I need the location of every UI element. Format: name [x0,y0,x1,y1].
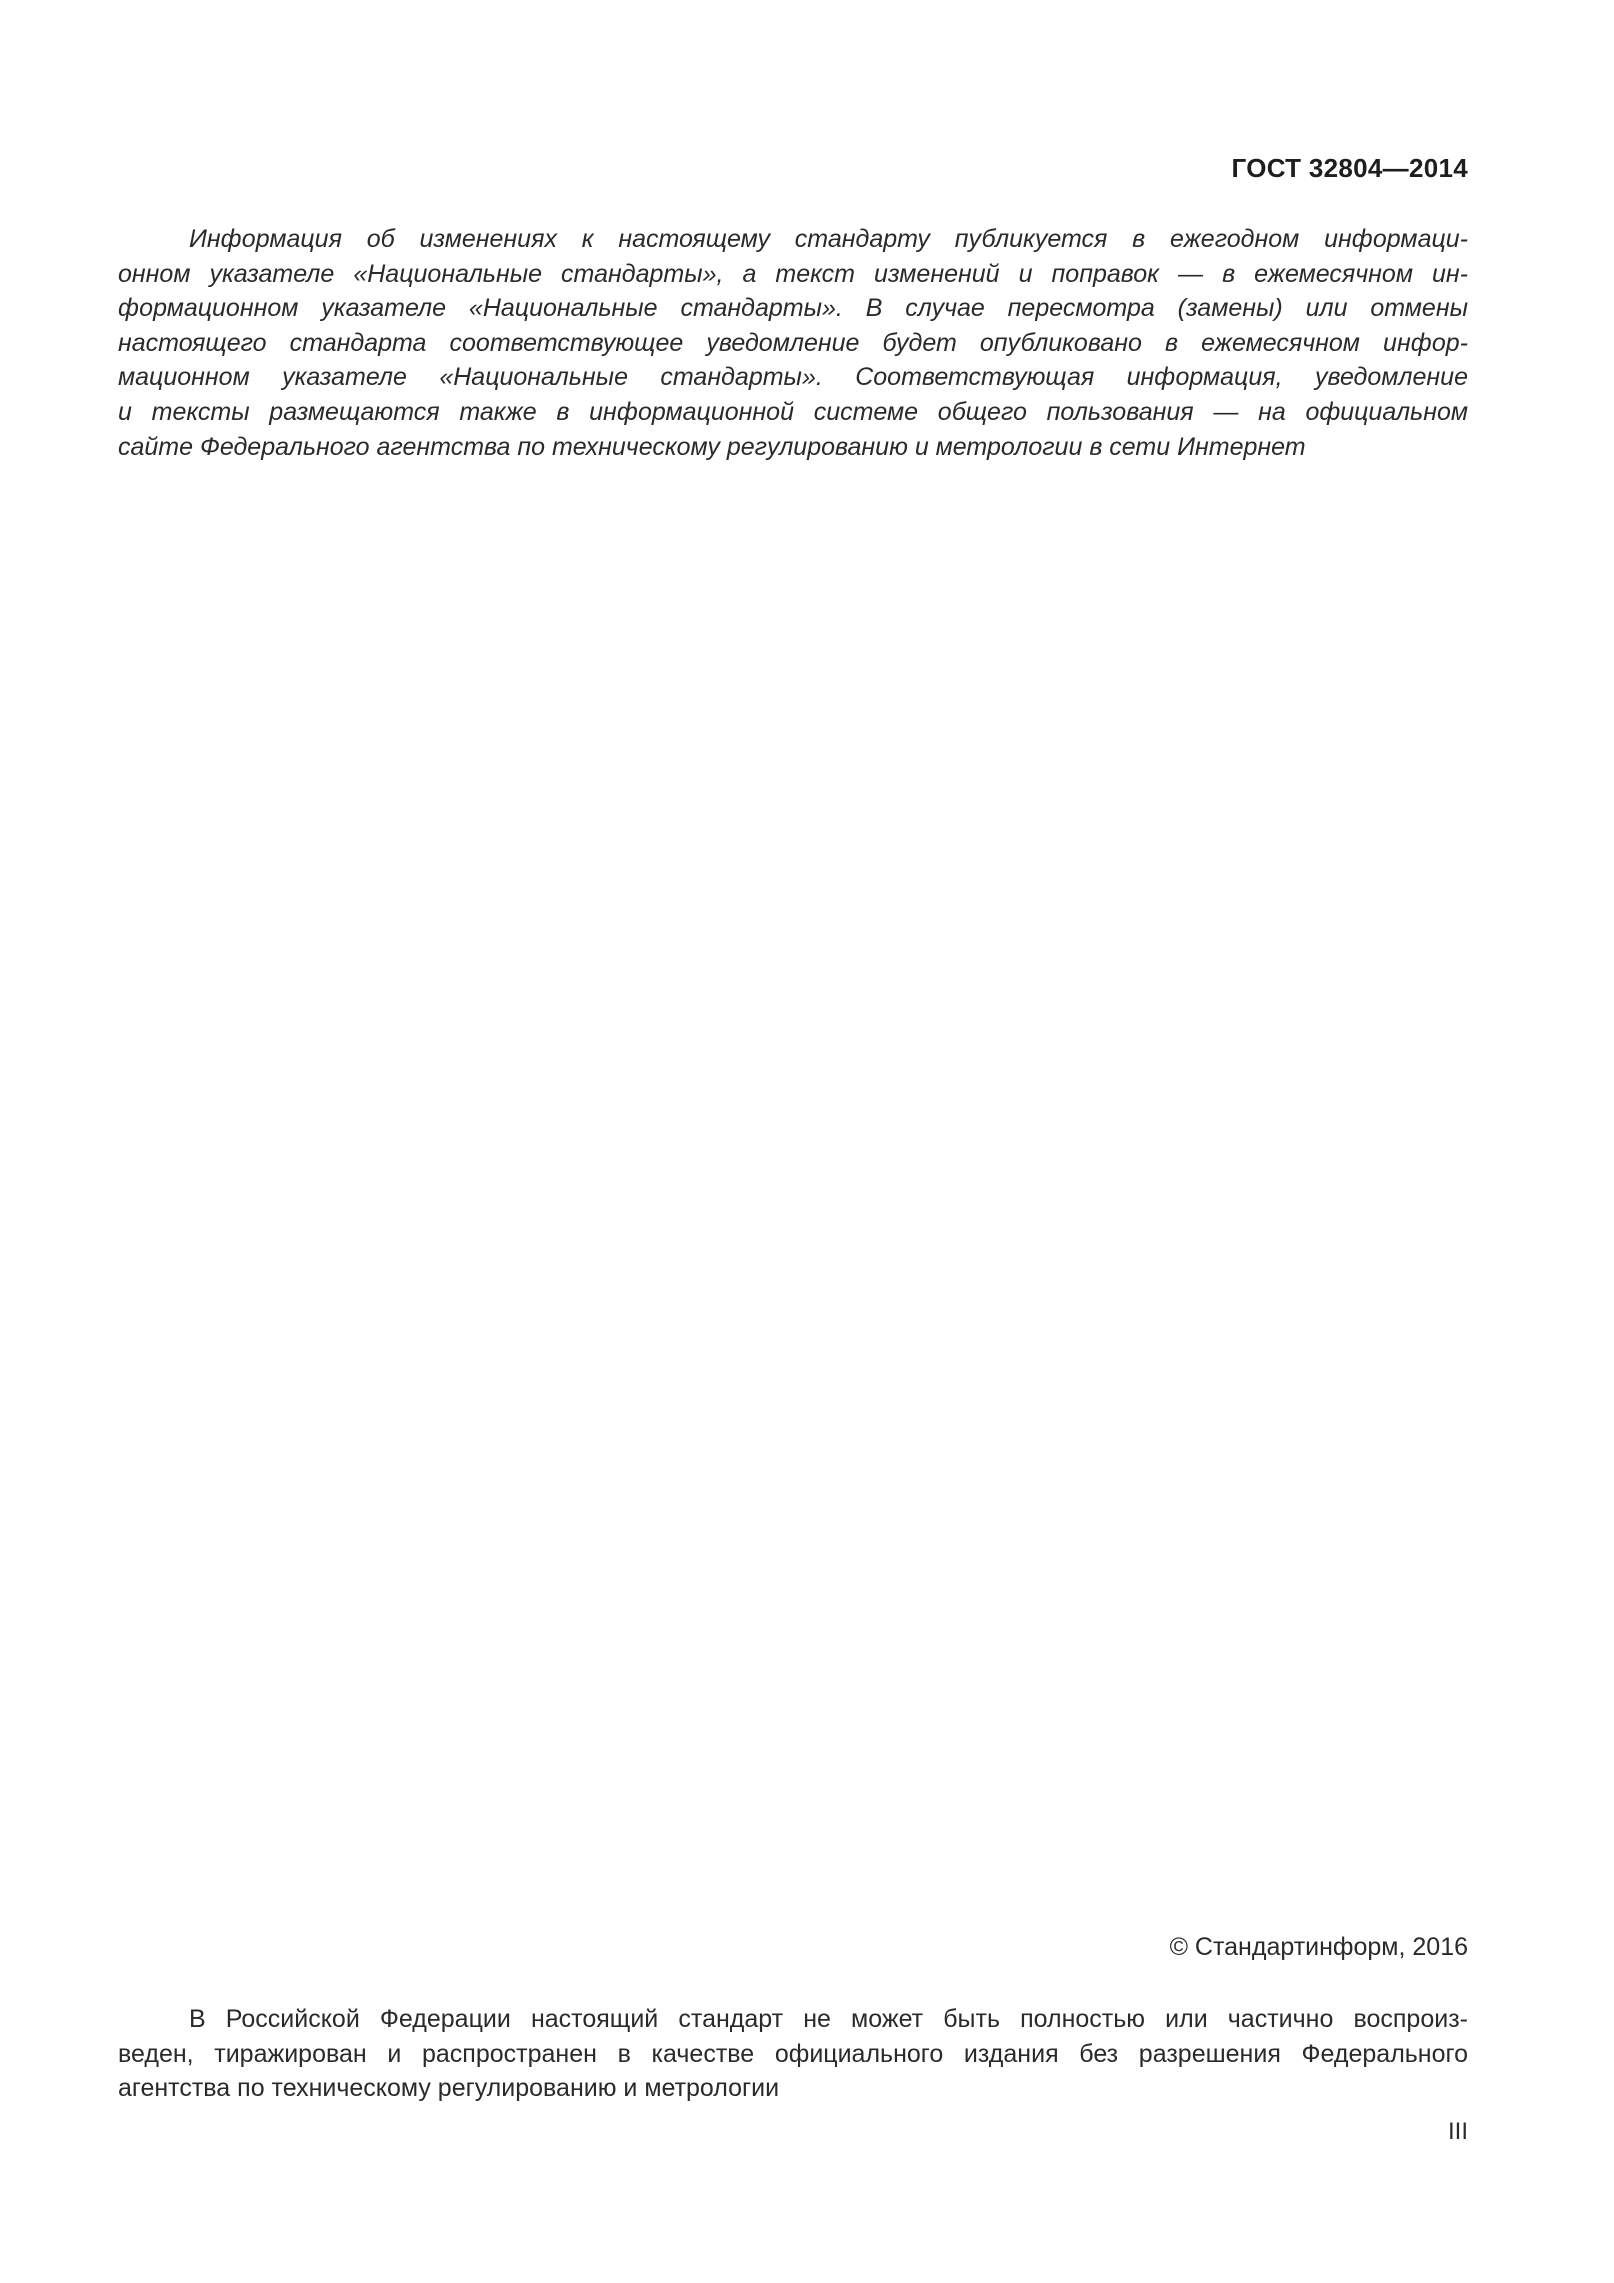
paragraph-line: мационном указателе «Национальные стандарты». Соответствующая информация, уведомление [118,363,1468,392]
page-number: III [1447,2118,1468,2145]
paragraph-line: онном указателе «Национальные стандарты», а текст изменений и поправок — в ежемесячном ин- [118,259,1468,288]
paragraph-line: и тексты размещаются также в информационной системе общего пользования — на официальном [118,397,1468,426]
paragraph-line: агентства по техническому регулированию и метрологии [118,2074,780,2103]
paragraph-line: веден, тиражирован и распространен в качестве официального издания без разрешения Федерального [118,2039,1468,2068]
paragraph-line: В Российской Федерации настоящий стандарт не может быть полностью или частично воспроиз- [189,2005,1468,2033]
reproduction-notice-paragraph [118,2002,1468,2106]
paragraph-line: формационном указателе «Национальные стандарты». В случае пересмотра (замены) или отмены [118,294,1468,323]
paragraph-line: сайте Федерального агентства по техническому регулированию и метрологии в сети Интернет [118,432,1306,461]
change-info-paragraph [118,222,1468,464]
document-header: ГОСТ 32804—2014 [1231,153,1468,183]
paragraph-line: настоящего стандарта соответствующее уведомление будет опубликовано в ежемесячном инфор- [118,328,1468,357]
paragraph-line: Информация об изменениях к настоящему стандарту публикуется в ежегодном информаци- [189,225,1468,253]
copyright-notice: © Стандартинформ, 2016 [1169,1933,1468,1961]
